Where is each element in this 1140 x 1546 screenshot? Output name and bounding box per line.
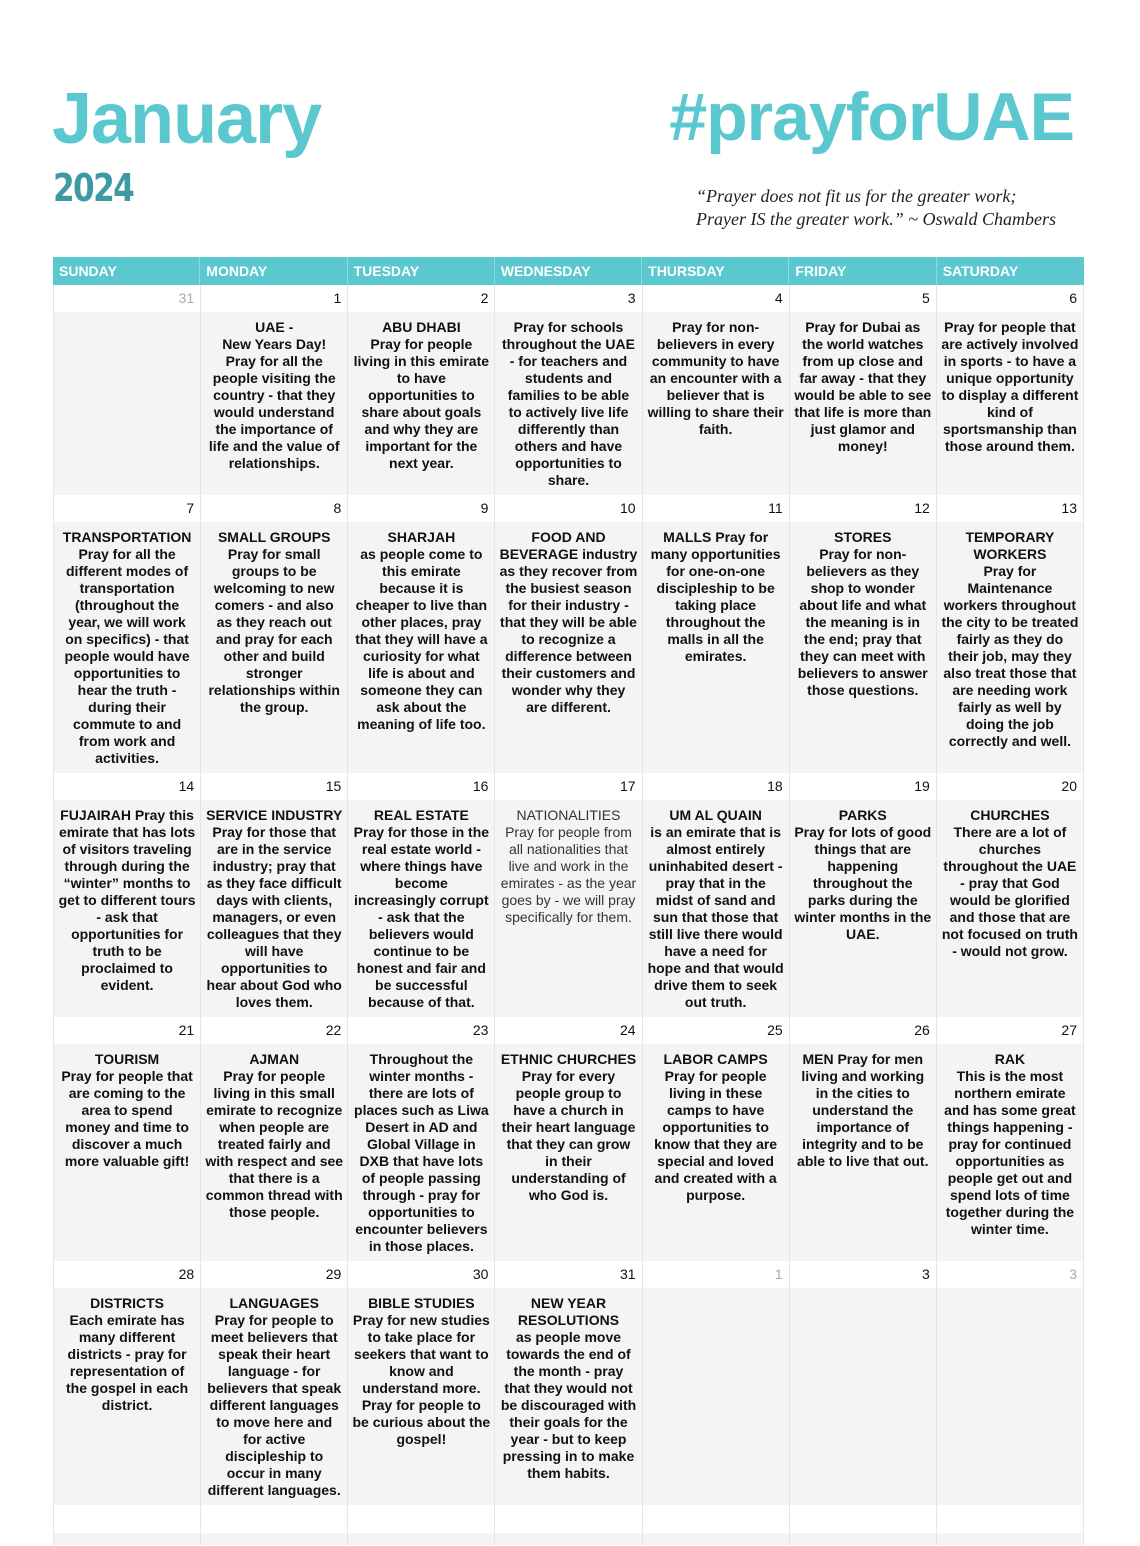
day-number: 16 <box>348 773 494 800</box>
day-number: 19 <box>790 773 936 800</box>
day-number: 25 <box>643 1017 789 1044</box>
empty-day-number <box>790 1505 936 1533</box>
day-cell <box>495 1017 642 1261</box>
weekday-tuesday: TUESDAY <box>348 257 495 285</box>
calendar <box>53 257 1084 1545</box>
day-entry <box>790 522 936 703</box>
weekday-friday: FRIDAY <box>789 257 936 285</box>
entry-description: Pray for people that are actively involved in sports - to have a unique opportunity to display a different kind of sportsmanship than those around them. <box>941 319 1079 454</box>
empty-cell <box>643 1505 790 1545</box>
day-entry <box>54 1044 200 1174</box>
day-number: 27 <box>937 1017 1083 1044</box>
entry-description: FUJAIRAH Pray this emirate that has lots of visitors traveling through during the “winter” months to get to different tours - ask that opportunities for truth to be proclaimed to evident. <box>58 807 196 993</box>
day-number: 28 <box>54 1261 200 1288</box>
day-entry <box>348 1044 494 1259</box>
day-number: 3 <box>495 285 641 312</box>
day-entry <box>201 312 347 476</box>
day-cell <box>348 773 495 1017</box>
day-number: 31 <box>495 1261 641 1288</box>
entry-description: There are a lot of churches throughout the UAE - pray that God would be glorified and those that are not focused on truth - would not grow. <box>941 824 1078 959</box>
entry-description: Pray for people living in this emirate to have opportunities to share about goals and why they are important for the next year. <box>353 336 490 471</box>
week-row <box>53 1261 1084 1505</box>
entry-description: as people move towards the end of the month - pray that they would not be discouraged with their goals for the year - but to keep pressing in to make them habits. <box>500 1329 637 1481</box>
day-cell <box>495 495 642 773</box>
calendar-weeks <box>53 285 1084 1545</box>
entry-description: Pray for small groups to be welcoming to new comers - and also as they reach out and pray for each other and build stronger relationships within the group. <box>208 546 340 715</box>
day-cell <box>54 773 201 1017</box>
day-cell <box>495 773 642 1017</box>
day-entry <box>54 800 200 998</box>
day-cell <box>790 1261 937 1505</box>
entry-title: LABOR CAMPS <box>663 1051 768 1067</box>
entry-description: Pray for those that are in the service industry; pray that as they face difficult days with clients, managers, or even colleagues that they will have opportunities to hear about God who loves them. <box>206 824 342 1010</box>
day-cell <box>201 1017 348 1261</box>
day-cell <box>348 285 495 495</box>
day-cell <box>201 495 348 773</box>
day-entry <box>643 1044 789 1208</box>
day-cell <box>643 285 790 495</box>
day-number: 14 <box>54 773 200 800</box>
day-entry <box>495 800 641 930</box>
day-number: 20 <box>937 773 1083 800</box>
entry-title: AJMAN <box>249 1051 300 1067</box>
day-number: 9 <box>348 495 494 522</box>
quote <box>696 185 1056 231</box>
week-row-empty <box>53 1505 1084 1545</box>
entry-title: DISTRICTS <box>90 1295 165 1311</box>
day-number: 26 <box>790 1017 936 1044</box>
day-number: 24 <box>495 1017 641 1044</box>
empty-cell <box>937 1505 1084 1545</box>
day-number: 31 <box>54 285 200 312</box>
day-cell <box>937 1017 1084 1261</box>
empty-cell <box>348 1505 495 1545</box>
day-number: 29 <box>201 1261 347 1288</box>
entry-title: UAE - <box>255 319 294 335</box>
day-number: 21 <box>54 1017 200 1044</box>
entry-description: as people come to this emirate because it is cheaper to live than other places, pray that they will have a curiosity for what life is about and someone they can ask about the meaning of life too. <box>355 546 488 732</box>
weekday-saturday: SATURDAY <box>942 263 1019 279</box>
day-cell <box>201 1261 348 1505</box>
weekday-header <box>53 257 1084 285</box>
day-cell <box>643 1017 790 1261</box>
empty-day-number <box>495 1505 641 1533</box>
year-title: 2024 <box>53 166 134 210</box>
day-cell <box>348 1261 495 1505</box>
day-entry <box>790 312 936 459</box>
empty-cell <box>201 1505 348 1545</box>
day-number: 23 <box>348 1017 494 1044</box>
day-number: 30 <box>348 1261 494 1288</box>
week-row <box>53 285 1084 495</box>
day-cell <box>54 1017 201 1261</box>
day-entry <box>937 1044 1083 1242</box>
entry-description: Pray for those in the real estate world - where things have become increasingly corrupt - ask that the believers would continue to be honest and fair and be successful because of that. <box>353 824 490 1010</box>
day-entry <box>495 522 641 720</box>
month-title: January <box>52 79 322 159</box>
entry-title: TOURISM <box>94 1051 160 1067</box>
entry-description: Pray for schools throughout the UAE - for teachers and students and families to be able to actively live life differently than others and have opportunities to share. <box>502 319 635 488</box>
day-number: 2 <box>348 285 494 312</box>
day-cell <box>201 773 348 1017</box>
day-cell <box>495 285 642 495</box>
day-number: 18 <box>643 773 789 800</box>
entry-description: This is the most northern emirate and has some great things happening - pray for continued opportunities as people get out and spend lots of time together during the winter time. <box>944 1068 1076 1237</box>
entry-title: CHURCHES <box>970 807 1050 823</box>
day-number: 3 <box>790 1261 936 1288</box>
entry-description: Pray for Dubai as the world watches from up close and far away - that they would be able to see that life is more than just glamor and money! <box>794 319 932 454</box>
day-number: 6 <box>937 285 1083 312</box>
entry-title: ABU DHABI <box>382 319 461 335</box>
entry-title: FOOD AND <box>531 529 606 545</box>
day-number: 17 <box>495 773 641 800</box>
day-entry <box>643 800 789 1015</box>
entry-title: UM AL QUAIN <box>669 807 762 823</box>
entry-title: BIBLE STUDIES <box>368 1295 475 1311</box>
day-cell <box>937 495 1084 773</box>
day-cell <box>643 773 790 1017</box>
day-cell <box>54 1261 201 1505</box>
day-number: 15 <box>201 773 347 800</box>
day-number: 11 <box>643 495 789 522</box>
day-entry <box>495 1044 641 1208</box>
day-entry <box>790 800 936 947</box>
day-cell <box>790 285 937 495</box>
hashtag: #prayforUAE <box>669 79 1074 155</box>
entry-description: MALLS Pray for many opportunities for one-on-one discipleship to be taking place throughout the malls in all the emirates. <box>650 529 781 664</box>
day-number: 7 <box>54 495 200 522</box>
day-cell <box>348 1017 495 1261</box>
day-entry <box>54 312 200 323</box>
entry-title: SMALL GROUPS <box>217 529 331 545</box>
empty-day-number <box>201 1505 347 1533</box>
entry-description: Throughout the winter months - there are lots of places such as Liwa Desert in AD and Global Village in DXB that have lots of people passing through - pray for opportunities to encounter believers in those places. <box>354 1051 489 1254</box>
day-cell <box>790 1017 937 1261</box>
entry-description: Pray for Maintenance workers throughout the city to be treated fairly as they do their job, may they also treat those that are needing work fairly as well by doing the job correctly and well. <box>941 563 1079 749</box>
day-number: 10 <box>495 495 641 522</box>
entry-title: TEMPORARY WORKERS <box>965 529 1055 562</box>
entry-title: SERVICE INDUSTRY <box>206 807 343 823</box>
entry-title: RAK <box>994 1051 1026 1067</box>
day-entry <box>348 1288 494 1452</box>
empty-day-number <box>348 1505 494 1533</box>
day-entry <box>348 312 494 476</box>
day-entry <box>790 1044 936 1174</box>
day-number: 1 <box>643 1261 789 1288</box>
day-entry <box>937 800 1083 964</box>
day-number: 3 <box>937 1261 1083 1288</box>
day-entry <box>348 522 494 737</box>
entry-description: Pray for people from all nationalities that live and work in the emirates - as the year goes by - we will pray specifically for them. <box>500 824 637 925</box>
empty-cell <box>495 1505 642 1545</box>
entry-description: Pray for every people group to have a church in their heart language that they can grow in their understanding of who God is. <box>501 1068 636 1203</box>
empty-cell <box>790 1505 937 1545</box>
entry-title: STORES <box>834 529 892 545</box>
day-entry <box>643 522 789 669</box>
day-cell <box>643 495 790 773</box>
entry-title: SHARJAH <box>387 529 456 545</box>
entry-description: Pray for non-believers in every community to have an encounter with a believer that is willing to share their faith. <box>647 319 784 437</box>
entry-description: Pray for all the different modes of transportation (throughout the year, we will work on specifics) - that people would have opportunities to hear the truth - during their commute to and from work and activities. <box>64 546 190 766</box>
day-cell <box>937 285 1084 495</box>
entry-description: Pray for lots of good things that are happening throughout the parks during the winter months in the UAE. <box>794 824 932 942</box>
entry-description: Pray for people living in this small emirate to recognize when people are treated fairly and with respect and see that there is a common thread with those people. <box>205 1068 344 1220</box>
day-cell <box>937 1261 1084 1505</box>
day-entry <box>937 312 1083 459</box>
entry-title: TRANSPORTATION <box>62 529 192 545</box>
entry-title: ETHNIC CHURCHES <box>500 1051 637 1067</box>
day-entry <box>495 312 641 493</box>
day-cell <box>495 1261 642 1505</box>
empty-cell <box>54 1505 201 1545</box>
entry-description: Pray for people to meet believers that speak their heart language - for believers that speak different languages to move here and for active discipleship to occur in many different languages. <box>207 1312 342 1498</box>
entry-description: Pray for people that are coming to the area to spend money and time to discover a much more valuable gift! <box>61 1068 193 1169</box>
day-entry <box>201 1288 347 1503</box>
quote-line-1: “Prayer does not fit us for the greater work; <box>696 186 1017 206</box>
day-number: 13 <box>937 495 1083 522</box>
empty-day-number <box>54 1505 200 1533</box>
empty-day-number <box>937 1505 1083 1533</box>
entry-description: Pray for non-believers as they shop to wonder about life and what the meaning is in the end; pray that they can meet with believers to answer those questions. <box>797 546 928 698</box>
entry-title: LANGUAGES <box>229 1295 319 1311</box>
day-cell <box>643 1261 790 1505</box>
quote-line-2: Prayer IS the greater work.” ~ Oswald Chambers <box>696 209 1057 229</box>
entry-description: Each emirate has many different districts - pray for representation of the gospel in each district. <box>66 1312 189 1413</box>
day-entry <box>937 522 1083 754</box>
day-entry <box>790 1288 936 1299</box>
day-entry <box>348 800 494 1015</box>
entry-description: Pray for new studies to take place for seekers that want to know and understand more. Pray for people to be curious about the gospel! <box>352 1312 491 1447</box>
entry-title: NEW YEAR RESOLUTIONS <box>517 1295 620 1328</box>
entry-description: is an emirate that is almost entirely uninhabited desert - pray that in the midst of sand and sun that those that still live there would have a need for hope and that would drive them to seek out truth. <box>647 824 784 1010</box>
day-entry <box>54 522 200 771</box>
day-entry <box>937 1288 1083 1299</box>
day-cell <box>790 773 937 1017</box>
day-entry <box>201 522 347 720</box>
day-entry <box>201 1044 347 1225</box>
day-number: 22 <box>201 1017 347 1044</box>
day-number: 5 <box>790 285 936 312</box>
day-number: 8 <box>201 495 347 522</box>
entry-description: Pray for all the people visiting the country - that they would understand the importance of life and the value of relationships. <box>208 353 340 471</box>
day-cell <box>54 495 201 773</box>
entry-title: NATIONALITIES <box>516 807 621 823</box>
day-cell <box>790 495 937 773</box>
day-entry <box>495 1288 641 1486</box>
day-entry <box>643 1288 789 1299</box>
week-row <box>53 773 1084 1017</box>
week-row <box>53 1017 1084 1261</box>
day-number: 12 <box>790 495 936 522</box>
entry-title: PARKS <box>838 807 887 823</box>
day-number: 4 <box>643 285 789 312</box>
day-entry <box>201 800 347 1015</box>
day-entry <box>643 312 789 442</box>
entry-title: REAL ESTATE <box>373 807 469 823</box>
weekday-monday: MONDAY <box>200 257 347 285</box>
weekday-sunday: SUNDAY <box>53 257 200 285</box>
week-row <box>53 495 1084 773</box>
day-cell <box>348 495 495 773</box>
weekday-thursday: THURSDAY <box>642 257 789 285</box>
entry-subtitle: New Years Day! <box>222 336 327 352</box>
day-cell <box>201 285 348 495</box>
empty-day-number <box>643 1505 789 1533</box>
weekday-wednesday: WEDNESDAY <box>495 257 642 285</box>
entry-description: BEVERAGE industry as they recover from the busiest season for their industry - that they will be able to recognize a difference between their customers and wonder why they are different. <box>499 546 638 715</box>
entry-description: Pray for people living in these camps to have opportunities to know that they are special and loved and created with a purpose. <box>654 1068 778 1203</box>
day-cell <box>937 773 1084 1017</box>
day-cell <box>54 285 201 495</box>
day-entry <box>54 1288 200 1418</box>
entry-description: MEN Pray for men living and working in the cities to understand the importance of integrity and to be able to live that out. <box>797 1051 929 1169</box>
day-number: 1 <box>201 285 347 312</box>
